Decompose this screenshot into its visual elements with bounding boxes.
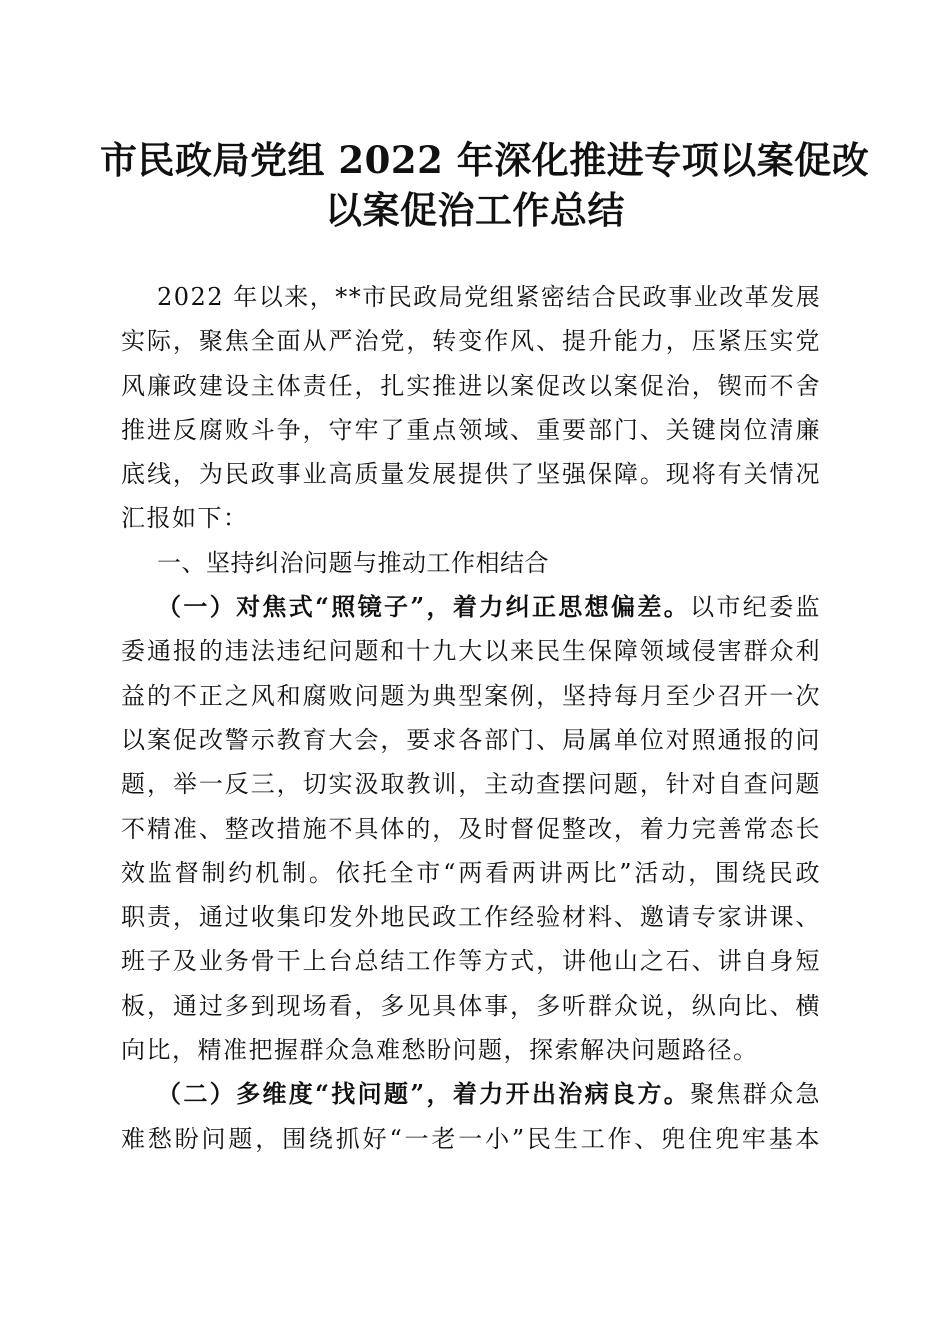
paragraph-line: 风廉政建设主体责任，扎实推进以案促改以案促治，锲而不舍 — [121, 371, 821, 400]
document-body — [121, 275, 821, 1161]
paragraph-line: 题，举一反三，切实汲取教训，主动查摆问题，针对自查问题 — [121, 770, 821, 799]
section-heading: 一、坚持纠治问题与推动工作相结合 — [157, 548, 549, 577]
paragraph-line: 以案促改警示教育大会，要求各部门、局属单位对照通报的问 — [121, 725, 821, 754]
paragraph-line: 推进反腐败斗争，守牢了重点领域、重要部门、关键岗位清廉 — [121, 415, 821, 444]
paragraph-line: 班子及业务骨干上台总结工作等方式，讲他山之石、讲自身短 — [121, 947, 821, 976]
subsection-lead-text: 聚焦群众急 — [690, 1080, 822, 1109]
paragraph-line: 不精准、整改措施不具体的，及时督促整改，着力完善常态长 — [121, 814, 821, 843]
paragraph-line: 向比，精准把握群众急难愁盼问题，探索解决问题路径。 — [121, 1036, 759, 1065]
paragraph-line: 底线，为民政事业高质量发展提供了坚强保障。现将有关情况 — [121, 460, 821, 489]
subsection-heading: （一）对焦式“照镜子”，着力纠正思想偏差。 — [157, 592, 691, 622]
paragraph-line: 板，通过多到现场看，多见具体事，多听群众说，纵向比、横 — [121, 991, 821, 1020]
paragraph-line: 效监督制约机制。依托全市“两看两讲两比”活动，围绕民政 — [121, 858, 821, 887]
subsection-heading: （二）多维度“找问题”，着力开出治病良方。 — [157, 1079, 691, 1109]
paragraph-line: 难愁盼问题，围绕抓好“一老一小”民生工作、兜住兜牢基本 — [121, 1124, 821, 1153]
subsection-lead-text: 以市纪委监 — [690, 593, 822, 622]
subsection-lead-line — [121, 585, 821, 629]
paragraph-line: 汇报如下： — [121, 504, 249, 533]
paragraph-line: 2022 年以来，**市民政局党组紧密结合民政事业改革发展 — [157, 283, 822, 311]
document-title-line-1: 市民政局党组 2022 年深化推进专项以案促改 — [100, 138, 870, 182]
paragraph-line: 益的不正之风和腐败问题为典型案例，坚持每月至少召开一次 — [121, 681, 821, 710]
document-title-line-2: 以案促治工作总结 — [325, 188, 625, 232]
paragraph-line: 实际，聚焦全面从严治党，转变作风、提升能力，压紧压实党 — [121, 327, 821, 356]
paragraph-line: 委通报的违法违纪问题和十九大以来民生保障领域侵害群众利 — [121, 637, 821, 666]
subsection-lead-line — [121, 1072, 821, 1116]
paragraph-line: 职责，通过收集印发外地民政工作经验材料、邀请专家讲课、 — [121, 903, 821, 932]
